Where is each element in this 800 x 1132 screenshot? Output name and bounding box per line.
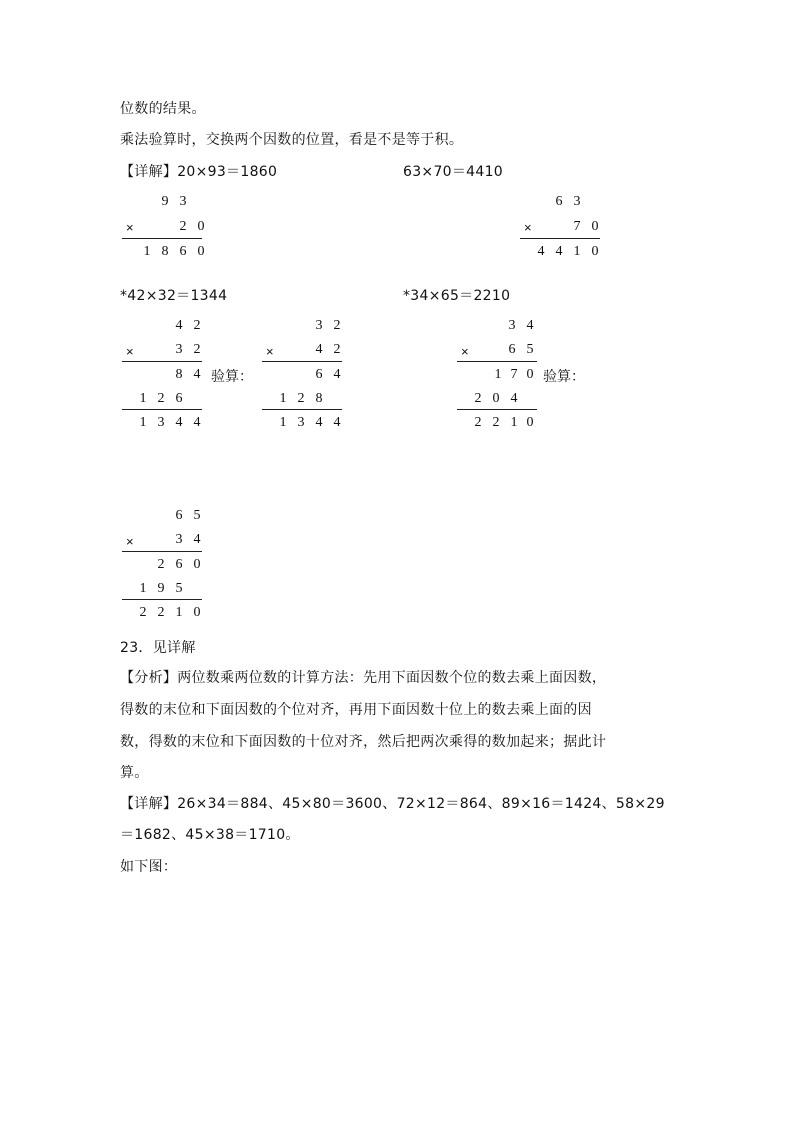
digit: 4 [537,244,545,259]
question-23-heading: 23．见详解 [120,640,196,656]
divider-line [457,409,537,410]
digit: 0 [526,415,534,430]
digit: 0 [197,244,205,259]
digit: 6 [555,194,563,209]
divider-line [122,551,202,552]
digit: 0 [492,391,500,406]
verify-label: 验算： [211,369,253,385]
digit: 0 [197,219,205,234]
digit: 2 [474,391,482,406]
digit: 6 [508,342,516,357]
times-sign: × [461,344,469,359]
divider-line [122,361,202,362]
digit: 4 [175,415,183,430]
equation-42x32: *42×32＝1344 [120,288,228,304]
digit: 1 [139,581,147,596]
digit: 3 [175,342,183,357]
digit: 9 [157,581,165,596]
digit: 1 [510,415,518,430]
digit: 1 [175,605,183,620]
divider-line [262,409,342,410]
digit: 4 [333,367,341,382]
digit: 4 [193,367,201,382]
digit: 4 [526,318,534,333]
analysis-line-4: 算。 [120,765,149,781]
digit: 8 [161,244,169,259]
analysis-line-2: 得数的末位和下面因数的个位对齐，再用下面因数十位上的数去乘上面的因 [120,702,592,718]
digit: 1 [494,367,502,382]
digit: 1 [143,244,151,259]
digit: 4 [175,318,183,333]
digit: 2 [193,318,201,333]
digit: 2 [157,391,165,406]
digit: 1 [139,415,147,430]
digit: 7 [573,219,581,234]
text-line-1: 位数的结果。 [120,101,206,117]
vertical-calc-65x34 [120,506,210,626]
times-sign: × [524,220,532,235]
digit: 9 [161,194,169,209]
digit: 4 [315,415,323,430]
digit: 0 [526,367,534,382]
equation-34x65: *34×65＝2210 [403,288,511,304]
digit: 1 [139,391,147,406]
digit: 2 [139,605,147,620]
vertical-calc-93x20 [120,192,210,272]
divider-line [122,599,202,600]
digit: 4 [193,415,201,430]
digit: 0 [591,244,599,259]
digit: 3 [508,318,516,333]
digit: 0 [591,219,599,234]
digit: 4 [555,244,563,259]
divider-line [520,238,600,239]
digit: 7 [510,367,518,382]
digit: 1 [573,244,581,259]
digit: 6 [179,244,187,259]
equation-63x70: 63×70＝4410 [403,164,503,180]
detail-line-1: 【详解】26×34＝884、45×80＝3600、72×12＝864、89×16＝1424、58×29 [120,796,665,812]
detail-heading-1: 【详解】20×93＝1860 [120,164,278,180]
digit: 2 [179,219,187,234]
digit: 2 [157,557,165,572]
digit: 2 [474,415,482,430]
digit: 0 [193,605,201,620]
digit: 4 [510,391,518,406]
digit: 8 [315,391,323,406]
divider-line [457,361,537,362]
verify-label: 验算： [543,369,585,385]
digit: 5 [175,581,183,596]
digit: 3 [175,532,183,547]
vertical-calc-34x65 [455,316,545,436]
digit: 3 [315,318,323,333]
digit: 3 [297,415,305,430]
detail-line-3: 如下图： [120,859,178,875]
vertical-calc-32x42 [260,316,350,436]
digit: 3 [179,194,187,209]
digit: 4 [315,342,323,357]
digit: 5 [193,508,201,523]
times-sign: × [126,344,134,359]
times-sign: × [126,220,134,235]
divider-line [262,361,342,362]
divider-line [122,409,202,410]
detail-line-2: ＝1682、45×38＝1710。 [120,827,300,843]
analysis-line-1: 【分析】两位数乘两位数的计算方法：先用下面因数个位的数去乘上面因数， [120,670,607,686]
digit: 8 [175,367,183,382]
digit: 4 [193,532,201,547]
digit: 2 [157,605,165,620]
digit: 6 [175,557,183,572]
digit: 2 [492,415,500,430]
digit: 6 [315,367,323,382]
digit: 1 [279,391,287,406]
digit: 3 [157,415,165,430]
digit: 2 [333,318,341,333]
digit: 3 [573,194,581,209]
digit: 4 [333,415,341,430]
times-sign: × [126,534,134,549]
digit: 2 [333,342,341,357]
digit: 6 [175,508,183,523]
digit: 2 [297,391,305,406]
digit: 1 [279,415,287,430]
vertical-calc-63x70 [518,192,608,272]
digit: 6 [175,391,183,406]
divider-line [122,238,202,239]
digit: 5 [526,342,534,357]
times-sign: × [266,344,274,359]
analysis-line-3: 数，得数的末位和下面因数的十位对齐，然后把两次乘得的数加起来；据此计 [120,734,607,750]
text-line-2: 乘法验算时，交换两个因数的位置，看是不是等于积。 [120,132,464,148]
digit: 2 [193,342,201,357]
digit: 0 [193,557,201,572]
vertical-calc-42x32 [120,316,210,436]
